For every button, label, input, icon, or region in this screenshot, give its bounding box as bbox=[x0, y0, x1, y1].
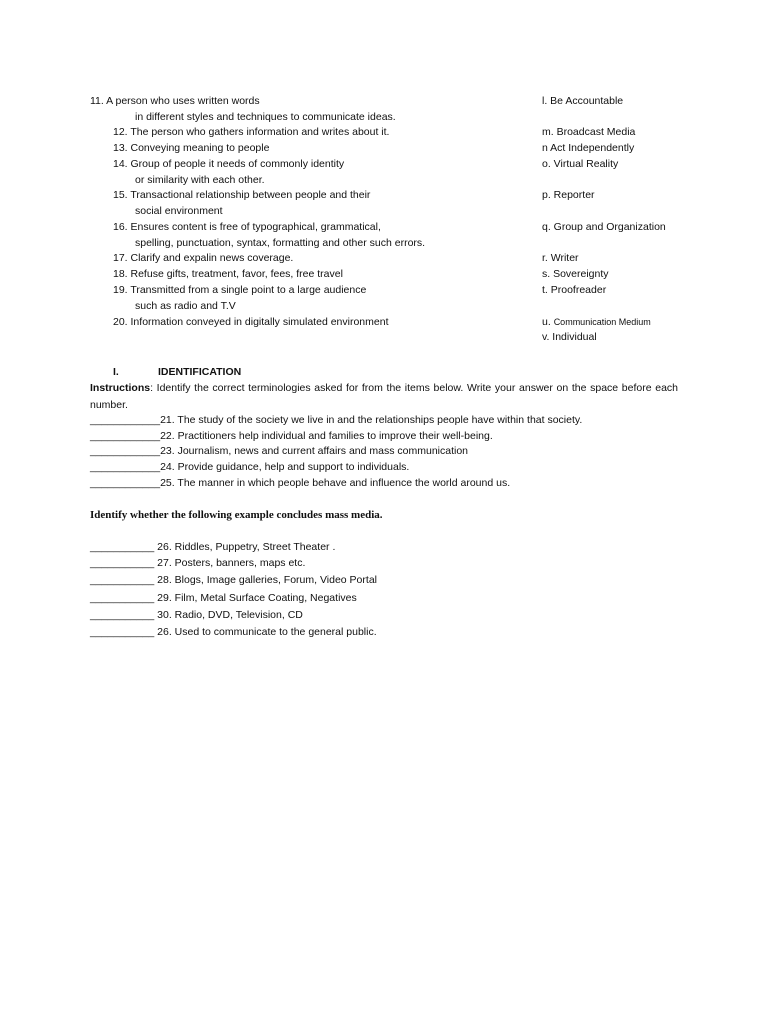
matching-item-17: 17. Clarify and expalin news coverage. bbox=[113, 252, 294, 264]
mass-media-item-26: ___________ 26. Riddles, Puppetry, Street Theater . bbox=[90, 541, 336, 553]
matching-item-18: 18. Refuse gifts, treatment, favor, fees, free travel bbox=[113, 268, 343, 280]
identification-item-24: ____________24. Provide guidance, help and support to individuals. bbox=[90, 461, 410, 473]
identification-item-21: ____________21. The study of the society we live in and the relationships people have within that society. bbox=[90, 414, 583, 426]
matching-item-16: 16. Ensures content is free of typographical, grammatical, bbox=[113, 221, 381, 233]
choice-v: v. Individual bbox=[542, 331, 597, 343]
mass-media-item-29: ___________ 29. Film, Metal Surface Coating, Negatives bbox=[90, 592, 357, 604]
section-heading: IDENTIFICATION bbox=[158, 366, 242, 378]
choice-t: t. Proofreader bbox=[542, 284, 607, 296]
choice-u-label: Communication Medium bbox=[553, 317, 651, 327]
choice-s: s. Sovereignty bbox=[542, 268, 609, 280]
mass-media-item-28: ___________ 28. Blogs, Image galleries, Forum, Video Portal bbox=[90, 574, 377, 586]
identification-item-25: ____________25. The manner in which people behave and influence the world around us. bbox=[90, 477, 511, 489]
choice-u bbox=[542, 316, 651, 329]
choice-q: q. Group and Organization bbox=[542, 221, 666, 233]
matching-item-16-cont: spelling, punctuation, syntax, formatting and other such errors. bbox=[135, 237, 426, 249]
matching-item-12: 12. The person who gathers information and writes about it. bbox=[113, 126, 390, 138]
choice-p: p. Reporter bbox=[542, 189, 595, 201]
matching-item-13: 13. Conveying meaning to people bbox=[113, 142, 270, 154]
choice-l: l. Be Accountable bbox=[542, 95, 624, 107]
matching-item-11-cont: in different styles and techniques to communicate ideas. bbox=[135, 111, 396, 123]
matching-item-20: 20. Information conveyed in digitally simulated environment bbox=[113, 316, 389, 328]
matching-item-14: 14. Group of people it needs of commonly identity bbox=[113, 158, 345, 170]
mass-media-item-30: ___________ 30. Radio, DVD, Television, CD bbox=[90, 609, 303, 621]
identification-item-22: ____________22. Practitioners help individual and families to improve their well-being. bbox=[90, 430, 493, 442]
mass-media-heading: Identify whether the following example concludes mass media. bbox=[90, 509, 383, 521]
matching-item-19-cont: such as radio and T.V bbox=[135, 300, 236, 312]
choice-u-letter: u. bbox=[542, 316, 551, 328]
matching-item-15: 15. Transactional relationship between people and their bbox=[113, 189, 371, 201]
choice-n: n Act Independently bbox=[542, 142, 635, 154]
section-numeral: I. bbox=[113, 366, 119, 378]
identification-item-23: ____________23. Journalism, news and current affairs and mass communication bbox=[90, 445, 469, 457]
choice-m: m. Broadcast Media bbox=[542, 126, 636, 138]
matching-item-15-cont: social environment bbox=[135, 205, 223, 217]
instructions-label: Instructions bbox=[90, 382, 151, 394]
matching-item-19: 19. Transmitted from a single point to a large audience bbox=[113, 284, 367, 296]
instructions bbox=[90, 380, 678, 414]
choice-o: o. Virtual Reality bbox=[542, 158, 619, 170]
instructions-text: : Identify the correct terminologies asked for from the items below. Write your answer on the space before each number. bbox=[90, 382, 678, 411]
matching-item-11: 11. A person who uses written words bbox=[90, 95, 260, 107]
mass-media-item-26b: ___________ 26. Used to communicate to the general public. bbox=[90, 626, 377, 638]
choice-r: r. Writer bbox=[542, 252, 579, 264]
mass-media-item-27: ___________ 27. Posters, banners, maps etc. bbox=[90, 557, 306, 569]
matching-item-14-cont: or similarity with each other. bbox=[135, 174, 265, 186]
